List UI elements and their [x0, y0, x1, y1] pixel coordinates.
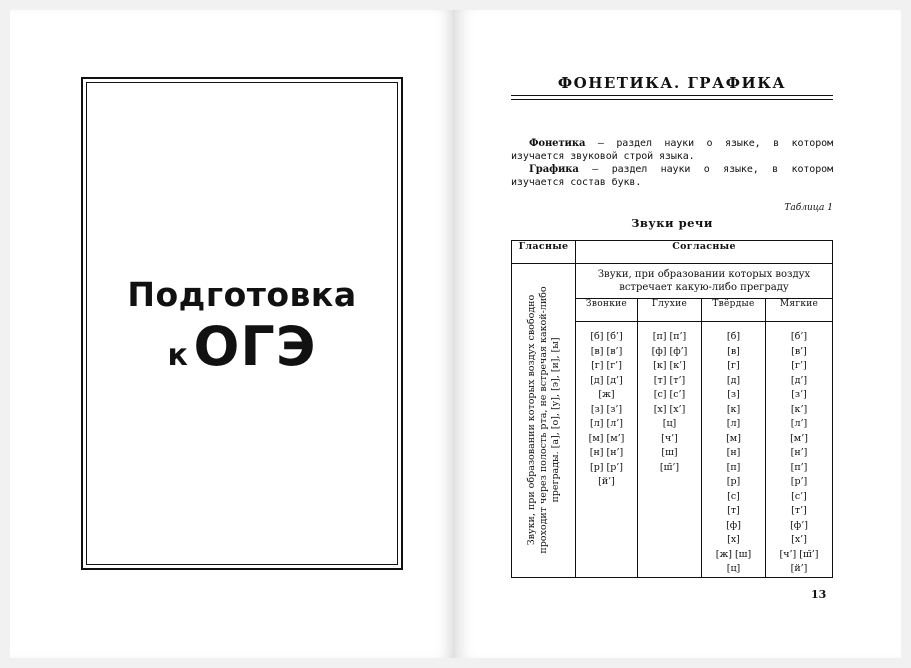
- voiced-sound-item: [д] [д’]: [590, 374, 623, 386]
- voiced-column: [576, 322, 638, 578]
- hard-sound-item: [п]: [726, 461, 741, 473]
- hard-sound-item: [с]: [727, 490, 740, 502]
- soft-sound-item: [м’]: [790, 432, 808, 444]
- soft-sound-item: [п’]: [790, 461, 808, 473]
- voiceless-sound-item: [ф] [ф’]: [651, 345, 688, 357]
- vowel-description: Звуки, при образовании которых воздух свободно проходит через полость рта, не встречая какой-либо преграды. [а], [о], [у], [э], [и], [ы]: [525, 286, 561, 554]
- definition-graphics-text: — раздел науки о языке, в котором изучается состав букв.: [511, 164, 833, 188]
- left-page: [10, 10, 455, 658]
- soft-sound-item: [з’]: [791, 389, 807, 400]
- definition-phonetics-text: — раздел науки о языке, в котором изучается звуковой строй языка.: [511, 138, 833, 162]
- soft-sound-item: [ф’]: [790, 519, 808, 531]
- cover-title-line1: Подготовка: [127, 275, 357, 314]
- subheader-voiced: Звонкие: [576, 299, 638, 322]
- soft-sound-item: [х’]: [791, 534, 807, 545]
- definition-graphics: [511, 163, 833, 189]
- hard-sound-item: [ц]: [726, 563, 741, 574]
- title-rule-thick: [511, 95, 833, 96]
- voiceless-sound-item: [ч’]: [661, 432, 678, 444]
- voiceless-sound-item: [с] [с’]: [653, 389, 686, 400]
- hard-sound-item: [г]: [727, 360, 740, 371]
- cover-frame: [81, 77, 403, 570]
- voiceless-sound-item: [п] [п’]: [652, 331, 687, 342]
- header-vowels: Гласные: [512, 241, 576, 264]
- soft-sound-item: [р’]: [790, 476, 808, 487]
- voiceless-sound-item: [ш̄’]: [659, 461, 680, 473]
- cover-inner-frame: [86, 82, 398, 565]
- hard-sound-item: [х]: [727, 534, 740, 545]
- voiced-sound-item: [й’]: [598, 476, 615, 487]
- voiceless-sound-item: [ц]: [662, 418, 677, 429]
- table-number: Таблица 1: [784, 203, 833, 213]
- voiced-sound-item: [з] [з’]: [590, 403, 623, 415]
- consonant-description: Звуки, при образовании которых воздух встречает какую-либо преграду: [576, 264, 833, 299]
- hard-sound-item: [т]: [727, 505, 740, 516]
- cover-title-oge: ОГЭ: [193, 315, 317, 378]
- hard-sound-item: [м]: [726, 432, 741, 444]
- hard-sound-item: [л]: [726, 418, 741, 429]
- page-number: 13: [811, 588, 827, 601]
- hard-sound-item: [ж] [ш]: [715, 548, 752, 560]
- definition-phonetics-term: Фонетика: [529, 138, 586, 149]
- soft-column: [766, 322, 833, 578]
- hard-sound-item: [ф]: [726, 519, 741, 531]
- voiceless-sound-item: [к] [к’]: [653, 360, 686, 371]
- voiced-sound-item: [н] [н’]: [589, 447, 624, 458]
- cover-title-line2: [87, 315, 397, 378]
- voiceless-sound-item: [х] [х’]: [653, 403, 686, 415]
- chapter-title: ФОНЕТИКА. ГРАФИКА: [557, 74, 787, 92]
- soft-sound-item: [к’]: [790, 403, 808, 415]
- hard-sound-item: [з]: [727, 389, 740, 400]
- definition-phonetics: [511, 137, 833, 163]
- voiceless-sound-item: [ш]: [661, 447, 678, 458]
- voiced-sound-item: [ж]: [598, 389, 615, 400]
- soft-sound-item: [й’]: [790, 563, 808, 574]
- soft-sound-item: [л’]: [790, 418, 808, 429]
- hard-column: [702, 322, 766, 578]
- soft-sound-item: [с’]: [791, 490, 807, 502]
- voiceless-column: [638, 322, 702, 578]
- voiced-sound-item: [р] [р’]: [589, 461, 624, 473]
- soft-sound-item: [в’]: [791, 345, 807, 357]
- voiced-sound-item: [г] [г’]: [591, 360, 622, 371]
- hard-sound-item: [д]: [726, 374, 741, 386]
- soft-sound-item: [б’]: [790, 331, 808, 342]
- hard-sound-item: [б]: [726, 331, 741, 342]
- voiced-sound-item: [в] [в’]: [590, 345, 623, 357]
- hard-sound-item: [к]: [726, 403, 741, 415]
- book-spread: [10, 10, 901, 658]
- hard-sound-item: [в]: [727, 345, 740, 357]
- vowel-description-cell: [512, 264, 576, 578]
- soft-sound-item: [н’]: [790, 447, 808, 458]
- subheader-voiceless: Глухие: [638, 299, 702, 322]
- soft-sound-item: [ч’] [ш̄’]: [779, 548, 819, 560]
- table-title: Звуки речи: [631, 216, 713, 230]
- soft-sound-item: [г’]: [791, 360, 807, 371]
- hard-sound-item: [н]: [726, 447, 741, 458]
- hard-sound-item: [р]: [726, 476, 741, 487]
- title-rule-thin: [511, 99, 833, 100]
- cover-title-preposition: к: [167, 338, 188, 373]
- table-header-row: [512, 241, 833, 264]
- speech-sounds-table: [511, 240, 833, 578]
- subheader-hard: Твёрдые: [702, 299, 766, 322]
- voiceless-sound-item: [т] [т’]: [653, 374, 686, 386]
- voiced-sound-item: [л] [л’]: [590, 418, 623, 429]
- soft-sound-item: [т’]: [791, 505, 807, 516]
- definition-graphics-term: Графика: [529, 164, 579, 175]
- voiced-sound-item: [б] [б’]: [590, 331, 623, 342]
- right-page: [455, 10, 901, 658]
- header-consonants: Согласные: [576, 241, 833, 264]
- voiced-sound-item: [м] [м’]: [588, 432, 625, 444]
- soft-sound-item: [д’]: [790, 374, 808, 386]
- subheader-soft: Мягкие: [766, 299, 833, 322]
